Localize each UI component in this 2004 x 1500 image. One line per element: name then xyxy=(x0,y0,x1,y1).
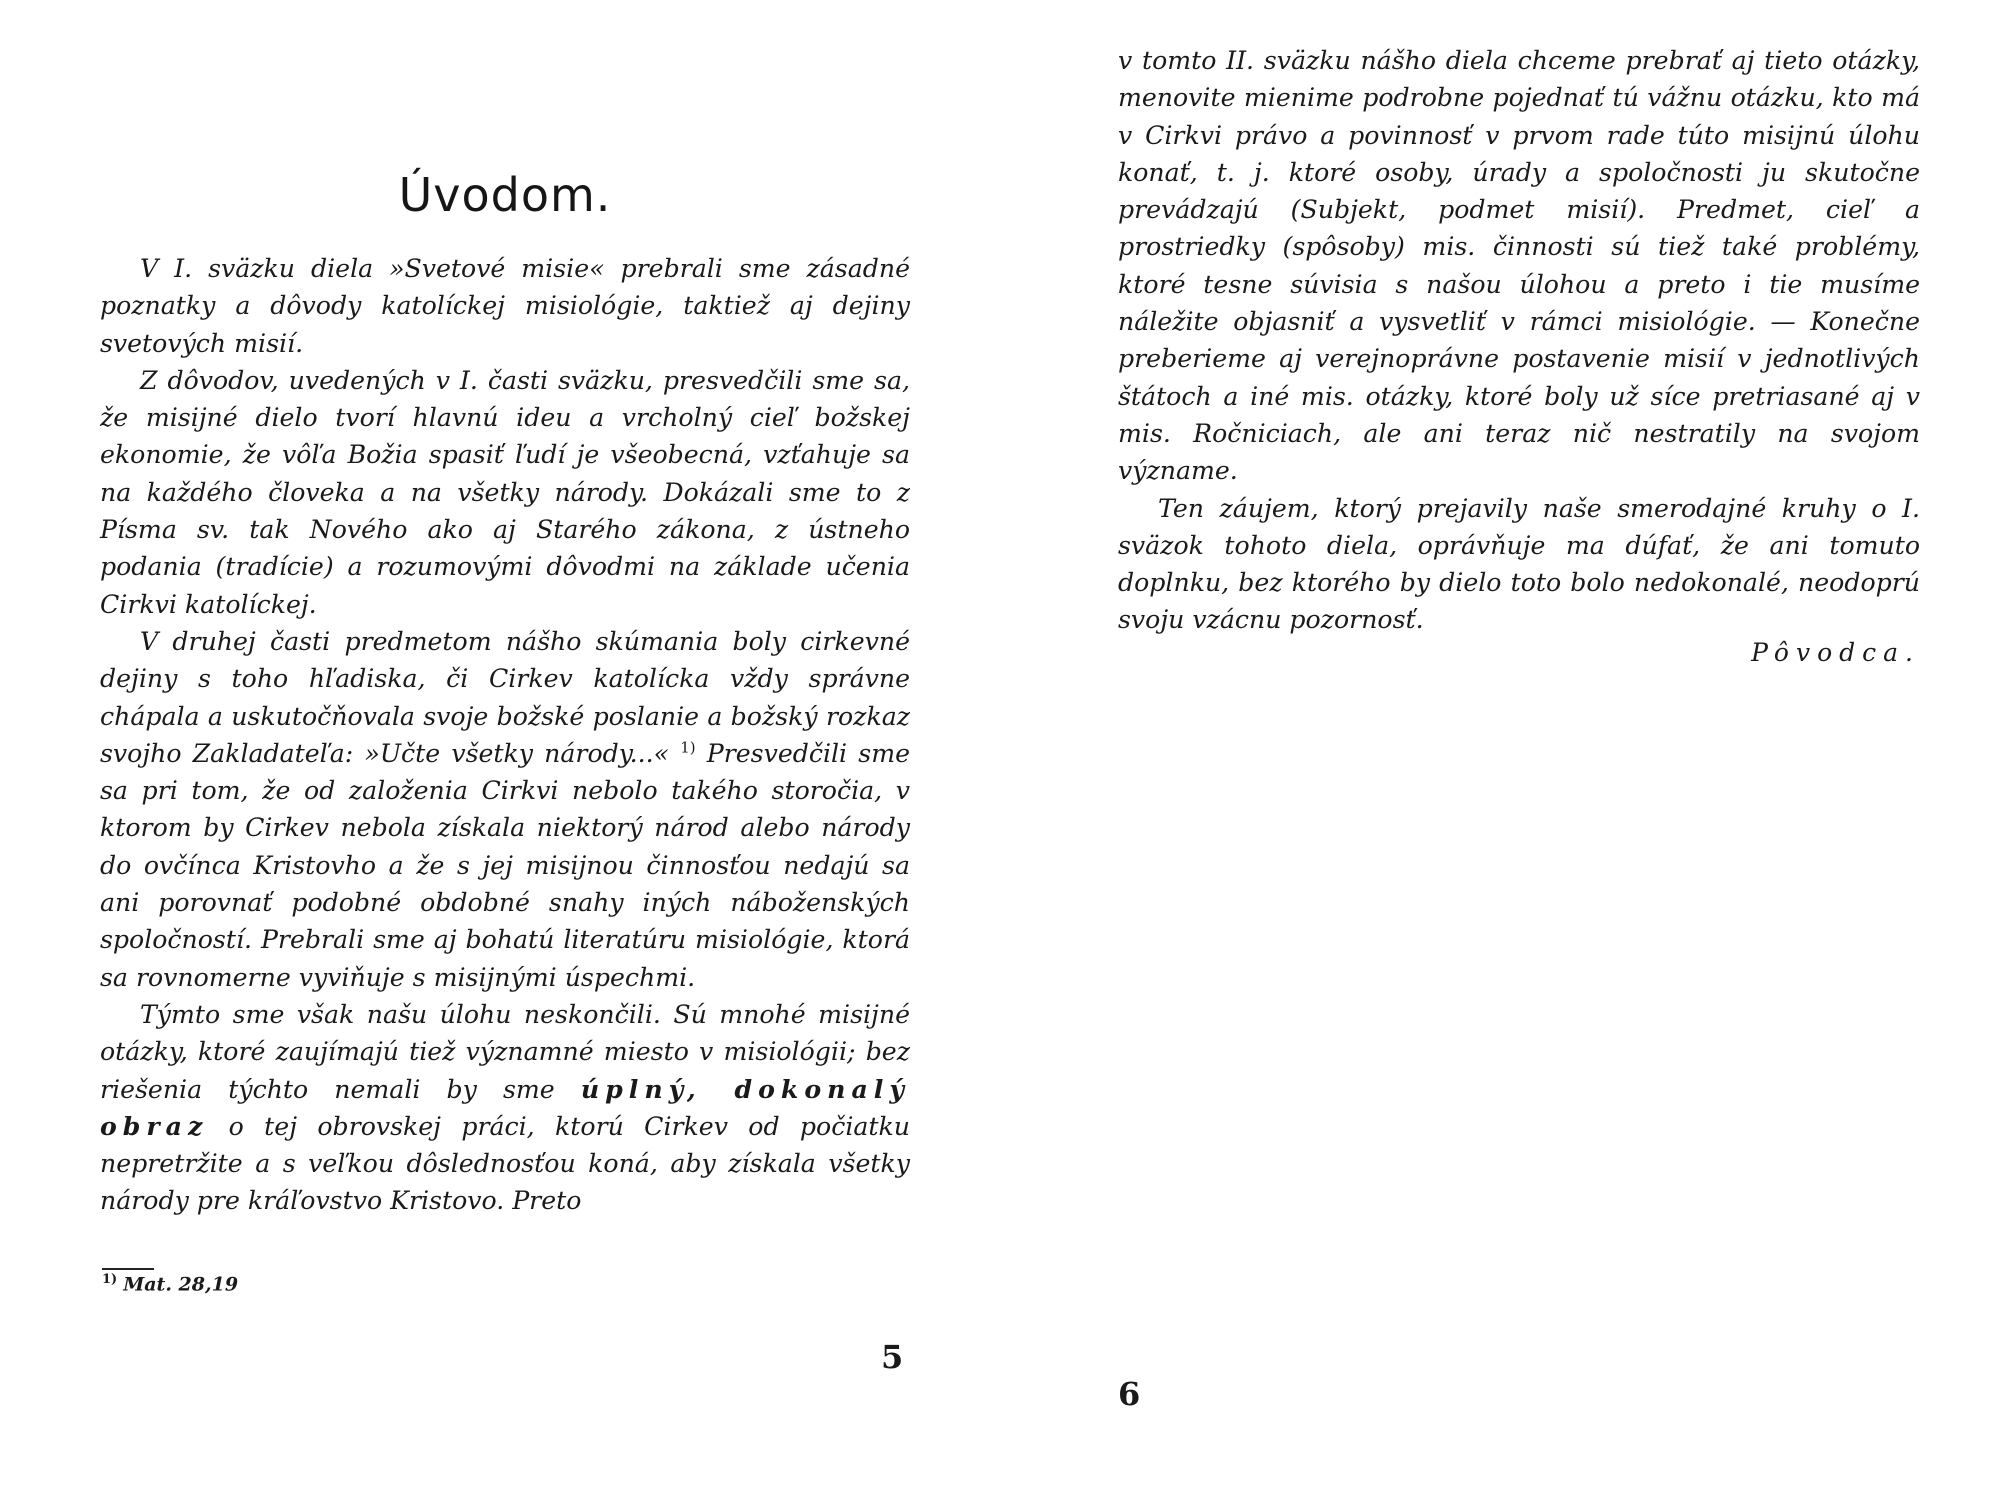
right-page xyxy=(1118,0,1920,1500)
paragraph-closing: Ten záujem, ktorý prejavily naše smerodajné kruhy o I. sväzok tohoto diela, oprávňuje ma dúfať, že ani tomuto doplnku, bez ktorého by dielo toto bolo nedokonalé, neodoprú svoju vzácnu pozornosť. xyxy=(1118,493,1920,635)
chapter-title: Úvodom. xyxy=(398,168,612,222)
page-number-left: 5 xyxy=(881,1338,904,1376)
footnote-rule xyxy=(102,1268,154,1270)
footnote xyxy=(102,1272,238,1295)
footnote-text: Mat. 28,19 xyxy=(123,1273,239,1296)
paragraph-3 xyxy=(100,623,910,996)
paragraph-continued: v tomto II. sväzku nášho diela chceme prebrať aj tieto otázky, menovite mienime podrobne pojednať tú vážnu otázku, kto má v Cirkvi právo a povinnosť v prvom rade túto misijnú úlohu konať, t. j. ktoré osoby, úrady a spoločnosti ju skutočne prevádzajú (Subjekt, podmet misií). Predmet, cieľ a prostriedky (spôsoby) mis. činnosti sú tiež také problémy, ktoré tesne súvisia s našou úlohou a preto i tie musíme náležite objasniť a vysvetliť v rámci misiológie. — Konečne preberieme aj verejnoprávne postavenie misií v jednotlivých štátoch a iné mis. otázky, ktoré boly už síce pretriasané aj v mis. Ročniciach, ale ani teraz nič nestratily na svojom význame. xyxy=(1118,46,1920,486)
paragraph-4-start: Týmto sme však našu úlohu neskončili. Sú mnohé misijné otázky, ktoré zaujímajú tiež významné miesto v misiológii; bez riešenia týchto nemali by sme xyxy=(100,999,910,1104)
footnote-reference: 1) xyxy=(680,738,696,757)
footnote-mark: 1) xyxy=(102,1272,118,1287)
right-page-body xyxy=(1118,42,1920,639)
paragraph-4 xyxy=(100,996,910,1220)
paragraph-1: V I. sväzku diela »Svetové misie« prebrali sme zásadné poznatky a dôvody katolíckej misiológie, taktiež aj dejiny svetových misií. xyxy=(100,254,910,358)
author-signature: Pôvodca. xyxy=(1751,638,1920,667)
paragraph-3-tail: Presvedčili sme sa pri tom, že od založenia Cirkvi nebolo takého storočia, v ktorom by Cirkev nebola získala niektorý národ alebo národy do ovčínca Kristovho a že s jej misijnou činnosťou nedajú sa ani porovnať podobné obdobné snahy iných náboženských spoločností. Prebrali sme aj bohatú literatúru misiológie, ktorá sa rovnomerne vyviňuje s misijnými úspechmi. xyxy=(100,738,910,992)
paragraph-4-end: o tej obrovskej práci, ktorú Cirkev od počiatku nepretržite a s veľkou dôslednosťou koná, aby získala všetky národy pre kráľovstvo Kristovo. Preto xyxy=(100,1111,910,1216)
left-page-body xyxy=(100,250,910,1220)
page-number-right: 6 xyxy=(1118,1375,1141,1413)
paragraph-3-text: V druhej časti predmetom nášho skúmania boly cirkevné dejiny s toho hľadiska, či Cirkev katolícka vždy správne chápala a uskutočňovala svoje božské poslanie a božský rozkaz svojho Zakladateľa: »Učte všetky národy...« xyxy=(100,626,910,768)
paragraph-2: Z dôvodov, uvedených v I. časti sväzku, presvedčili sme sa, že misijné dielo tvorí hlavnú ideu a vrcholný cieľ božskej ekonomie, že vôľa Božia spasiť ľudí je všeobecná, vzťahuje sa na každého človeka a na všetky národy. Dokázali sme to z Písma sv. tak Nového ako aj Starého zákona, z ústneho podania (tradície) a rozumovými dôvodmi na základe učenia Cirkvi katolíckej. xyxy=(100,365,910,619)
paragraph-4-emphasis: úplný, dokonalý obraz xyxy=(100,1073,910,1141)
left-page xyxy=(100,0,910,1500)
